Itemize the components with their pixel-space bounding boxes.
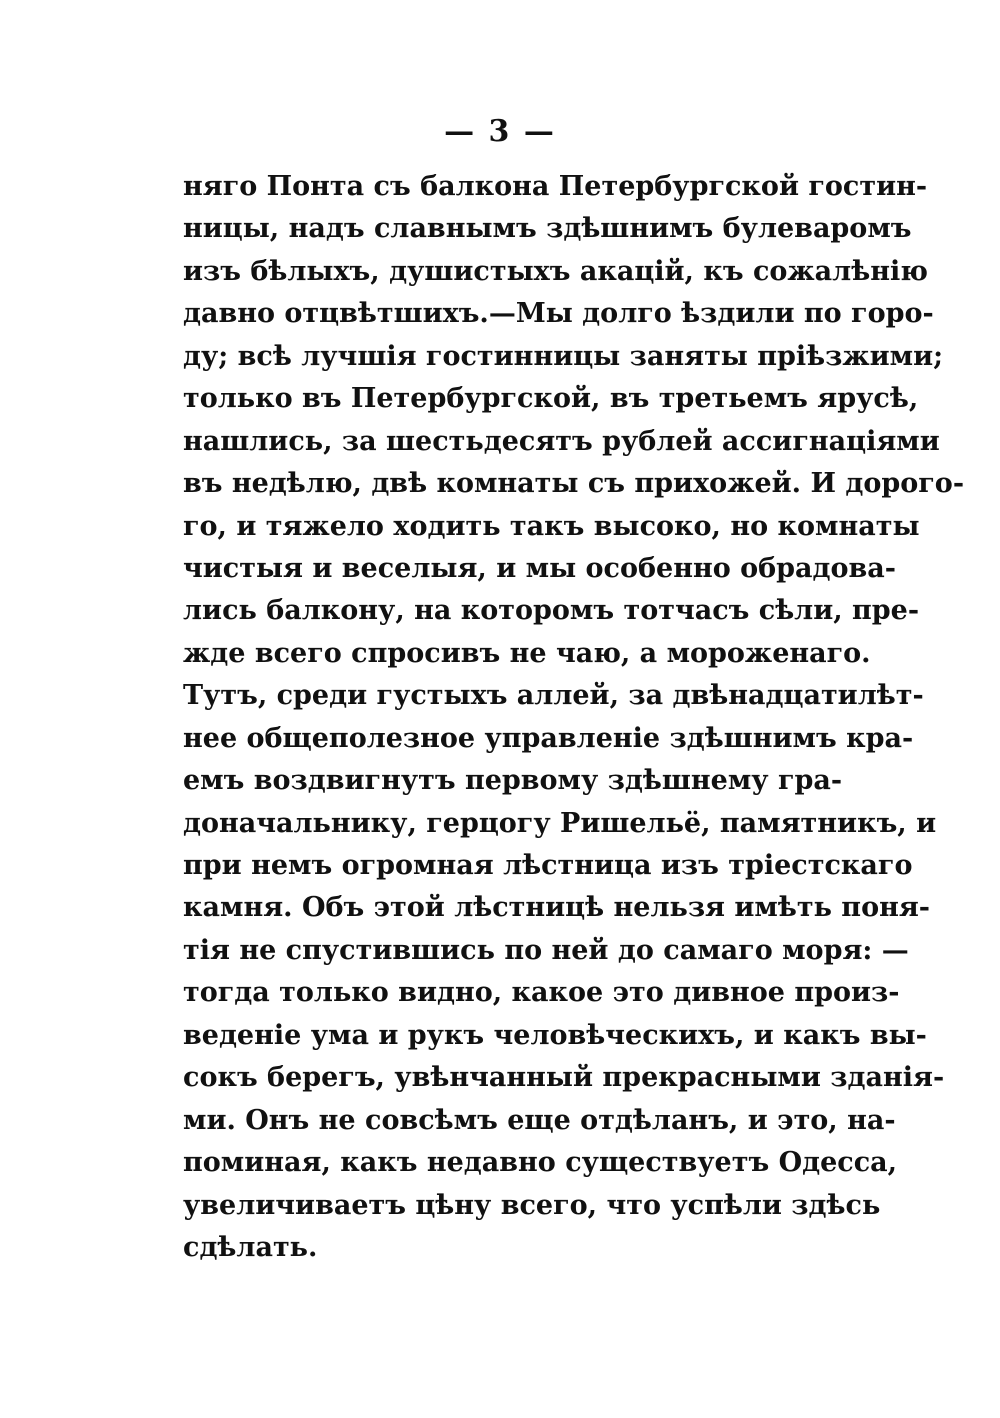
body-text <box>183 166 965 1269</box>
text-line: ницы, надъ славнымъ здѣшнимъ булеваромъ <box>183 213 912 245</box>
text-line: няго Понта съ балкона Петербургской гостин- <box>183 171 928 202</box>
text-line: емъ воздвигнутъ первому здѣшнему гра- <box>183 765 843 797</box>
text-line: доначальнику, герцогу Ришельё, памятникъ, и <box>183 807 937 839</box>
text-line: сокъ берегъ, увѣнчанный прекрасными зданія- <box>183 1062 945 1094</box>
text-line: нашлись, за шестьдесятъ рублей ассигнаціями <box>183 425 940 457</box>
text-line: тія не спустившись по ней до самаго моря: — <box>183 934 909 966</box>
text-line: давно отцвѣтшихъ.—Мы долго ѣздили по горо- <box>183 298 934 330</box>
text-line: ду; всѣ лучшія гостинницы заняты пріѣзжими; <box>183 340 944 372</box>
text-line: поминая, какъ недавно существуетъ Одесса, <box>183 1147 898 1179</box>
text-line: жде всего спросивъ не чаю, а мороженаго. <box>183 637 871 669</box>
text-line: тогда только видно, какое это дивное произ- <box>183 977 900 1009</box>
text-line: лись балкону, на которомъ тотчасъ сѣли, пре- <box>183 595 920 627</box>
text-line: увеличиваетъ цѣну всего, что успѣли здѣсь <box>183 1189 881 1221</box>
text-line: ми. Онъ не совсѣмъ еще отдѣланъ, и это, на- <box>183 1104 896 1136</box>
text-line: Тутъ, среди густыхъ аллей, за двѣнадцатилѣт- <box>183 680 924 712</box>
text-line: только въ Петербургской, въ третьемъ ярусѣ, <box>183 383 919 415</box>
text-line: камня. Объ этой лѣстницѣ нельзя имѣть поня- <box>183 892 930 924</box>
text-line: сдѣлать. <box>183 1231 318 1263</box>
text-line: при немъ огромная лѣстница изъ тріестскаго <box>183 850 913 881</box>
text-line: нее общеполезное управленіе здѣшнимъ кра- <box>183 722 914 754</box>
text-line: изъ бѣлыхъ, душистыхъ акацій, къ сожалѣнію <box>183 255 928 287</box>
text-line: чистыя и веселыя, и мы особенно обрадова- <box>183 552 896 584</box>
page-number: — 3 — <box>444 114 556 149</box>
text-line: веденіе ума и рукъ человѣческихъ, и какъ вы- <box>183 1019 927 1051</box>
text-line: го, и тяжело ходить такъ высоко, но комнаты <box>183 510 920 542</box>
text-line: въ недѣлю, двѣ комнаты съ прихожей. И дорого- <box>183 468 965 500</box>
